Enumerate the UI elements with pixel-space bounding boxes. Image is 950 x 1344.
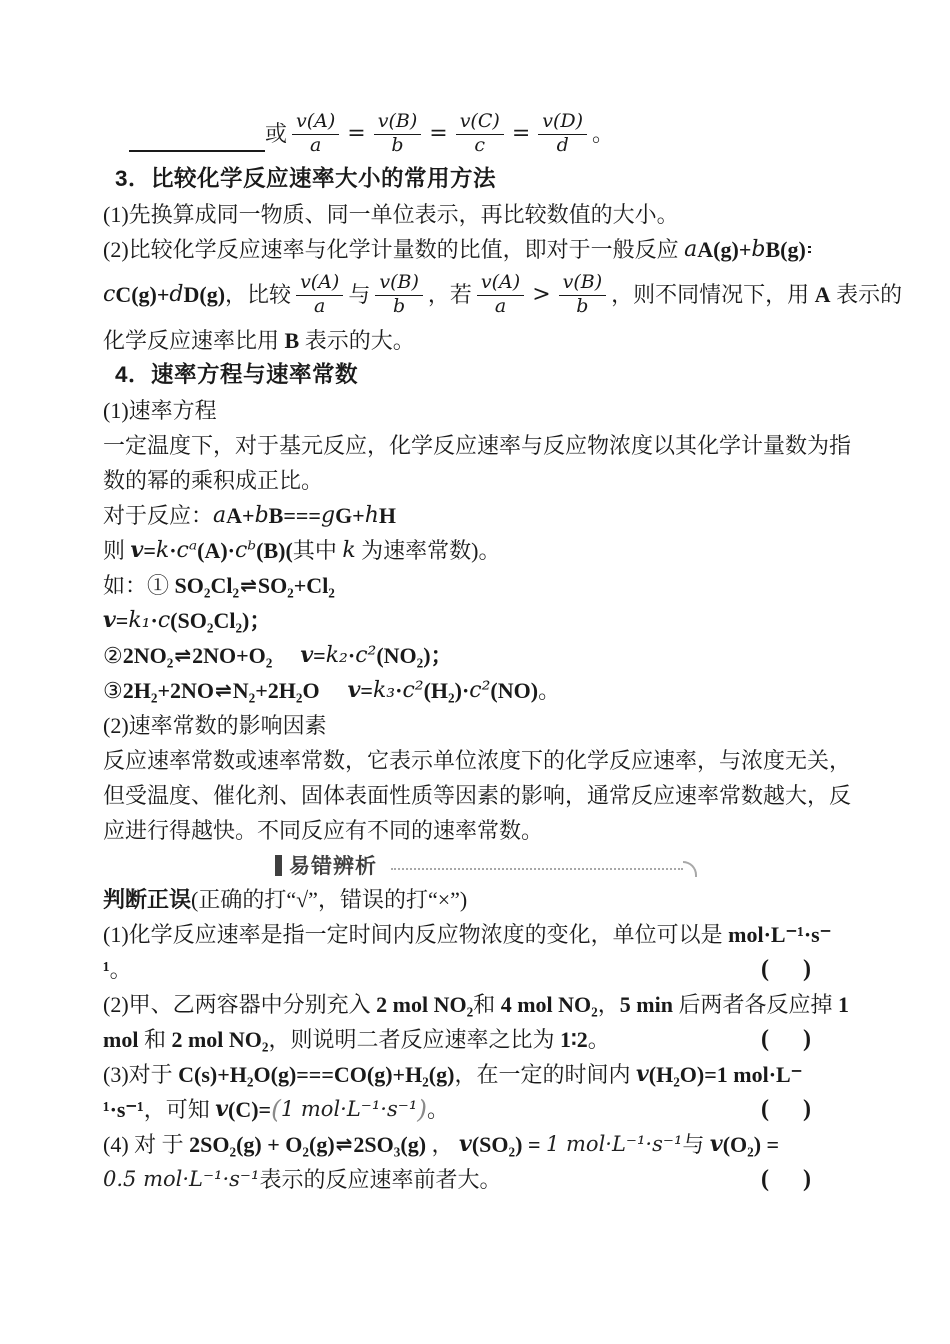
judge-3-line1: [103, 1057, 811, 1092]
fraction: [559, 272, 607, 318]
text-run: v: [130, 536, 144, 563]
text-run: 表示的反应速率前者大。: [259, 1166, 502, 1192]
text-run: cᵇ: [235, 537, 257, 563]
item-4-2-title: [103, 708, 811, 743]
heading-rate-equation: [103, 358, 811, 393]
curl-decoration-icon: [683, 861, 697, 877]
fraction-denominator: c: [474, 134, 486, 156]
text-run: 2 mol NO₂: [376, 991, 474, 1017]
text-run: c: [103, 282, 116, 308]
dotted-rule: [391, 868, 683, 870]
item-3-1: [103, 197, 811, 232]
rate-constant-desc-line3: [103, 813, 811, 848]
text-run: ，若: [427, 282, 472, 308]
fraction: [296, 272, 343, 318]
text-run: 1 mol·L⁻¹·s⁻¹: [545, 1132, 683, 1157]
text-run: C(g)+: [115, 282, 170, 308]
fraction: [538, 111, 587, 157]
text-run: v: [215, 1095, 229, 1122]
equilibrium-arrow-icon: ⇌: [240, 573, 257, 597]
fraction: [292, 111, 339, 157]
fraction-numerator: v(D): [538, 111, 587, 135]
text-run: 2SO₂(g) + O₂(g): [189, 1131, 335, 1157]
text-run: 表示的: [830, 282, 903, 308]
reaction-double-rule: [808, 246, 811, 253]
text-run: ¹·s⁻¹: [103, 1096, 144, 1122]
text-run: v: [300, 641, 314, 668]
text-run: 一定温度下，对于基元反应，化学反应速率与反应物浓度以其化学计量数为指: [103, 432, 852, 458]
answer-paren-close: ): [803, 956, 811, 982]
text-run: 与: [682, 1131, 710, 1157]
fraction-numerator: v(A): [296, 272, 343, 296]
text-run: b: [751, 236, 766, 262]
item-3-2-line1: [103, 232, 811, 267]
text-run: ·: [150, 607, 158, 633]
text-run: 4．速率方程与速率常数: [115, 362, 359, 388]
text-run: (4) 对 于: [103, 1131, 190, 1157]
fraction: [374, 111, 422, 157]
text-run: k₁: [128, 607, 151, 633]
text-run: (3)对于: [103, 1061, 179, 1087]
text-run: k: [155, 537, 170, 563]
answer-blank: [761, 956, 811, 983]
rate-equation-def-line1: [103, 428, 852, 463]
example-1-rate: [103, 603, 811, 638]
text-run: g: [320, 502, 336, 528]
rate-equation-formula: [103, 533, 811, 568]
equilibrium-arrow-icon: ⇌: [214, 678, 232, 702]
text-run: ②: [103, 642, 123, 668]
judge-1-line2: [103, 952, 811, 987]
text-run: ·: [169, 537, 177, 563]
text-run: v: [347, 676, 361, 703]
text-run: a: [213, 502, 227, 528]
fraction: [375, 272, 423, 318]
text-run: 2 mol NO₂: [171, 1026, 269, 1052]
text-run: c²: [469, 677, 491, 703]
text-run: (H₂O)=1 mol·L⁻: [648, 1061, 803, 1087]
text-run: 为速率常数)。: [355, 537, 501, 563]
text-run: h: [364, 502, 379, 528]
answer-blank: [761, 1026, 811, 1053]
text-run: cᵃ: [176, 537, 198, 563]
answer-paren-open: (: [761, 1096, 769, 1122]
text-run: 。: [587, 1026, 610, 1052]
section-label: 易错辨析: [289, 855, 377, 878]
text-run: (2)甲、乙两容器中分别充入: [103, 991, 377, 1017]
answer-paren-close: ): [803, 1096, 811, 1122]
text-run: v: [459, 1130, 472, 1157]
equilibrium-arrow-icon: ⇌: [174, 643, 192, 667]
fraction-denominator: b: [391, 134, 404, 156]
text-run: 但受温度、催化剂、固体表面性质等因素的影响，通常反应速率常数越大，反: [103, 782, 852, 808]
text-run: (: [271, 1094, 281, 1124]
text-run: (NO₂)；: [376, 642, 453, 668]
answer-paren-open: (: [761, 1026, 769, 1052]
text-run: 1∶2: [560, 1026, 588, 1052]
equilibrium-arrow-icon: ⇌: [335, 1132, 353, 1156]
text-run: 。: [592, 121, 615, 147]
fraction-denominator: a: [314, 295, 326, 317]
answer-paren-open: (: [761, 1166, 769, 1192]
text-run: (SO₂Cl₂)；: [170, 607, 272, 633]
text-run: 如：①: [103, 572, 175, 598]
text-run: mol: [103, 1026, 139, 1052]
text-run: 判断正误: [103, 886, 192, 912]
text-run: v: [709, 1130, 723, 1157]
judge-2-line2: [103, 1022, 811, 1057]
text-run: 。: [109, 956, 132, 982]
answer-paren-close: ): [803, 1166, 811, 1192]
text-run: =: [115, 607, 129, 633]
text-run: 2H₂+2NO: [122, 677, 214, 703]
text-run: ，则不同情况下，用: [611, 282, 815, 308]
text-run: mol·L⁻¹·s⁻: [728, 921, 832, 947]
text-run: (2)速率常数的影响因素: [103, 712, 327, 738]
answer-paren-open: (: [761, 956, 769, 982]
text-run: 和: [138, 1026, 172, 1052]
document-content: [103, 106, 903, 1197]
text-run: 化学反应速率比用: [103, 327, 285, 353]
text-run: 。: [427, 1096, 450, 1122]
text-run: (A)·: [197, 537, 236, 563]
text-run: 和: [473, 991, 501, 1017]
text-run: G+: [335, 502, 365, 528]
rate-constant-desc-line1: [103, 743, 852, 778]
text-run: 则: [103, 537, 131, 563]
general-reaction: [103, 498, 811, 533]
example-3-equation-rate: [103, 673, 811, 708]
fill-in-blank-line: [129, 150, 265, 152]
text-run: 4 mol NO₂: [500, 991, 598, 1017]
text-run: ，则说明二者反应速率之比为: [268, 1026, 561, 1052]
text-run: 5 min: [619, 991, 673, 1017]
fraction-numerator: v(A): [477, 272, 524, 296]
text-run: 。: [538, 677, 561, 703]
fraction-denominator: a: [494, 295, 507, 317]
item-3-2-line2: [103, 267, 903, 323]
text-run: 应进行得越快。不同反应有不同的速率常数。: [103, 817, 544, 843]
text-run: D(g): [183, 282, 226, 308]
text-run: k₃: [372, 677, 396, 703]
text-run: (C)=: [228, 1096, 272, 1122]
text-run: SO₂Cl₂: [174, 572, 240, 598]
answer-paren-close: ): [803, 1026, 811, 1052]
text-run: 对于反应：: [103, 502, 214, 528]
item-4-1-title: [103, 393, 811, 428]
text-run: (1)先换算成同一物质、同一单位表示，再比较数值的大小。: [103, 201, 679, 227]
judge-1-line1: [103, 917, 832, 952]
text-run: 2NO₂: [122, 642, 174, 668]
text-run: 数的幂的乘积成正比。: [103, 467, 324, 493]
text-run: =: [511, 121, 531, 147]
text-run: 与: [348, 282, 371, 308]
text-run: ，: [431, 1131, 460, 1157]
text-run: =: [360, 677, 373, 703]
text-run: c²: [402, 677, 424, 703]
text-run: 1 mol·L⁻¹·s⁻¹: [280, 1097, 418, 1122]
judge-2-line1: [103, 987, 849, 1022]
text-run: B===: [268, 502, 321, 528]
fraction-numerator: v(B): [375, 272, 423, 296]
fraction-numerator: v(A): [292, 111, 339, 135]
text-run: (B)(: [256, 537, 293, 563]
error-analysis-section-marker: [103, 848, 811, 882]
text-run: k₂: [325, 642, 348, 668]
text-run: ，在一定的时间内: [454, 1061, 636, 1087]
text-run: ¹: [103, 956, 110, 982]
text-run: ): [417, 1094, 428, 1124]
text-run: 其中: [292, 537, 343, 563]
text-run: =: [347, 121, 366, 147]
judge-4-line2: [103, 1162, 811, 1197]
text-run: =: [313, 642, 326, 668]
text-run: A(g)+: [697, 236, 752, 262]
text-run: ，: [597, 991, 620, 1017]
text-run: ，比较: [225, 282, 292, 308]
text-run: 3．比较化学反应速率大小的常用方法: [115, 166, 497, 192]
fraction-denominator: b: [393, 295, 406, 317]
text-run: N₂+2H₂O: [232, 677, 320, 703]
text-run: 反应速率常数或速率常数，它表示单位浓度下的化学反应速率，与浓度无关，: [103, 747, 852, 773]
text-run: ·: [395, 677, 403, 703]
text-run: d: [169, 282, 184, 308]
text-run: A+: [226, 502, 255, 528]
judge-3-line2: [103, 1092, 811, 1127]
text-run: (2)比较化学反应速率与化学计量数的比值，即对于一般反应: [103, 236, 685, 262]
fraction-numerator: v(C): [456, 111, 504, 135]
judge-title: [103, 882, 811, 917]
fraction: [456, 111, 504, 157]
text-run: (1)化学反应速率是指一定时间内反应物浓度的变化，单位可以是: [103, 921, 729, 947]
text-run: 2SO₃(g): [353, 1131, 432, 1157]
section-bar-icon: [275, 855, 282, 876]
fraction-numerator: v(B): [559, 272, 607, 296]
text-run: =: [143, 537, 156, 563]
text-run: SO₂+Cl₂: [257, 572, 335, 598]
text-run: H: [378, 502, 397, 528]
text-run: 2NO+O₂: [192, 642, 273, 668]
text-run: 表示的大。: [299, 327, 415, 353]
fraction-denominator: d: [556, 134, 569, 156]
text-run: c: [157, 607, 171, 633]
item-3-2-line3: [103, 323, 811, 358]
text-run: (SO₂) =: [471, 1131, 546, 1157]
answer-blank: [761, 1096, 811, 1123]
text-run: k: [342, 537, 356, 563]
text-run: (NO): [490, 677, 539, 703]
text-run: v: [103, 606, 116, 633]
text-run: 0.5 mol·L⁻¹·s⁻¹: [103, 1167, 260, 1192]
text-run: (1)速率方程: [103, 397, 217, 423]
text-run: (O₂) =: [722, 1131, 780, 1157]
text-run: 后两者各反应掉: [672, 991, 838, 1017]
text-run: =: [429, 121, 448, 147]
fraction-numerator: v(B): [374, 111, 422, 135]
text-run: v: [635, 1060, 649, 1087]
rate-ratio-formula-continued: [103, 106, 811, 162]
text-run: (H₂)·: [423, 677, 470, 703]
text-run: (正确的打“√”，错误的打“×”): [191, 886, 468, 912]
text-run: ，可知: [143, 1096, 216, 1122]
text-run: C(s)+H₂O(g)===CO(g)+H₂(g): [178, 1061, 455, 1087]
fraction-denominator: a: [309, 134, 322, 156]
answer-blank: [761, 1166, 811, 1193]
text-run: c²: [355, 642, 377, 668]
example-1-equation: [103, 568, 811, 603]
judge-4-line1: [103, 1127, 811, 1162]
text-run: ·: [347, 642, 356, 668]
text-run: 或: [265, 121, 288, 147]
text-run: A: [814, 282, 831, 308]
text-run: B: [284, 327, 300, 353]
text-run: 1: [837, 991, 849, 1017]
example-2-equation-rate: [103, 638, 811, 673]
text-run: >: [532, 282, 551, 308]
fraction-denominator: b: [576, 295, 589, 317]
heading-compare-methods: [103, 162, 811, 197]
text-run: b: [254, 502, 269, 528]
rate-equation-def-line2: [103, 463, 811, 498]
text-run: B(g): [765, 236, 806, 262]
rate-constant-desc-line2: [103, 778, 852, 813]
text-run: a: [684, 236, 698, 262]
text-run: ③: [103, 677, 123, 703]
fraction: [477, 272, 524, 318]
